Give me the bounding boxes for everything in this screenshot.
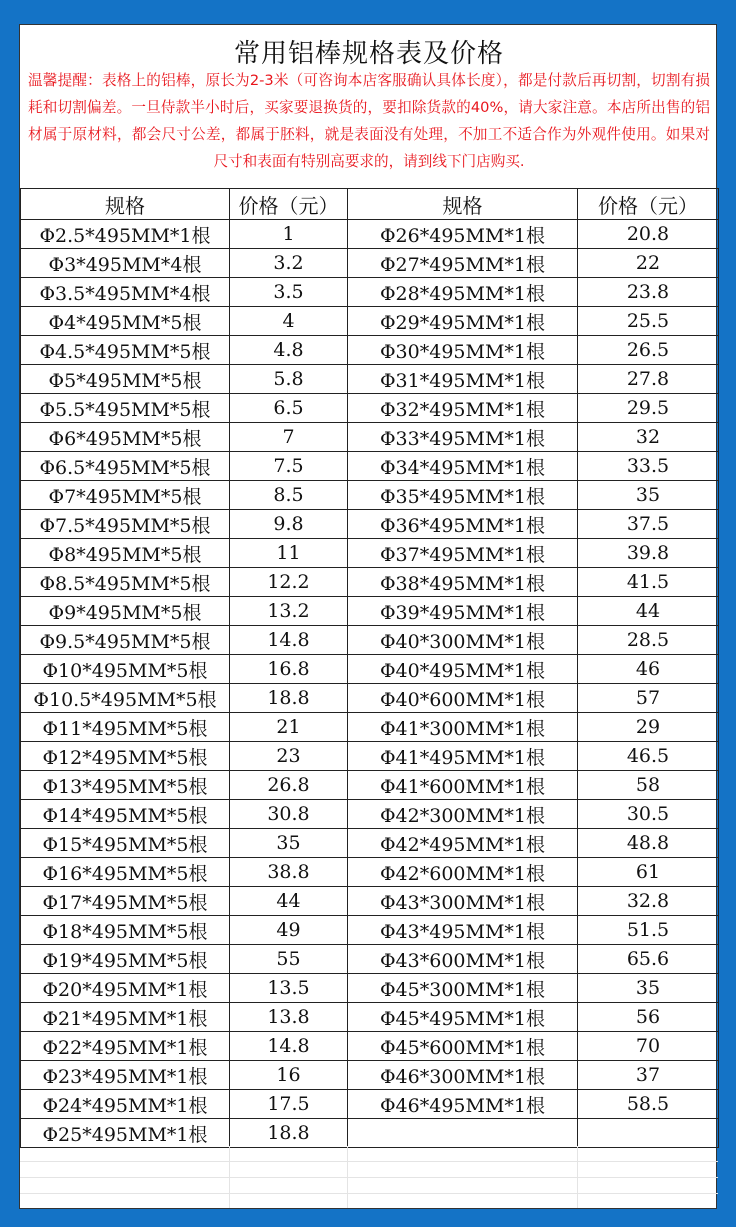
price-left-cell: 35 [230, 829, 348, 858]
table-row [21, 887, 719, 916]
price-right-cell: 25.5 [578, 307, 719, 336]
table-row [21, 1061, 719, 1090]
spec-right-cell: Φ45*495MM*1根 [348, 1003, 578, 1032]
price-right-cell: 27.8 [578, 365, 719, 394]
spec-left-cell: Φ10.5*495MM*5根 [21, 684, 230, 713]
page-title: 常用铝棒规格表及价格 [233, 39, 504, 69]
spec-left-cell: Φ7.5*495MM*5根 [21, 510, 230, 539]
price-left-cell: 17.5 [230, 1090, 348, 1119]
table-row [21, 1032, 719, 1061]
table-row [21, 220, 719, 249]
spec-right-cell: Φ41*600MM*1根 [348, 771, 578, 800]
price-sheet [19, 24, 717, 1209]
spec-left-cell: Φ2.5*495MM*1根 [21, 220, 230, 249]
spec-left-cell: Φ8.5*495MM*5根 [21, 568, 230, 597]
spec-left-cell: Φ11*495MM*5根 [21, 713, 230, 742]
spec-right-cell: Φ37*495MM*1根 [348, 539, 578, 568]
table-row [21, 1003, 719, 1032]
spec-left-cell: Φ20*495MM*1根 [21, 974, 230, 1003]
price-left-cell: 18.8 [230, 684, 348, 713]
table-row [21, 916, 719, 945]
table-row [21, 713, 719, 742]
table-row [21, 742, 719, 771]
table-row [21, 655, 719, 684]
price-left-cell: 14.8 [230, 626, 348, 655]
price-left-cell: 30.8 [230, 800, 348, 829]
header-spec-right: 规格 [348, 189, 578, 220]
table-row [21, 394, 719, 423]
spec-right-cell: Φ34*495MM*1根 [348, 452, 578, 481]
price-right-cell: 35 [578, 481, 719, 510]
price-right-cell: 58 [578, 771, 719, 800]
table-row [21, 684, 719, 713]
price-left-cell: 8.5 [230, 481, 348, 510]
spec-left-cell: Φ16*495MM*5根 [21, 858, 230, 887]
price-right-cell: 26.5 [578, 336, 719, 365]
spec-left-cell: Φ12*495MM*5根 [21, 742, 230, 771]
price-right-cell: 58.5 [578, 1090, 719, 1119]
table-row [21, 626, 719, 655]
price-left-cell: 16 [230, 1061, 348, 1090]
table-row [21, 1119, 719, 1148]
price-right-cell: 28.5 [578, 626, 719, 655]
spec-left-cell: Φ3.5*495MM*4根 [21, 278, 230, 307]
price-left-cell: 16.8 [230, 655, 348, 684]
price-right-cell: 41.5 [578, 568, 719, 597]
table-row [21, 539, 719, 568]
price-right-cell: 44 [578, 597, 719, 626]
price-left-cell: 11 [230, 539, 348, 568]
spec-right-cell: Φ40*300MM*1根 [348, 626, 578, 655]
table-row [21, 829, 719, 858]
table-row [21, 858, 719, 887]
price-right-cell: 56 [578, 1003, 719, 1032]
spec-left-cell: Φ5.5*495MM*5根 [21, 394, 230, 423]
spec-left-cell: Φ4.5*495MM*5根 [21, 336, 230, 365]
spec-left-cell: Φ14*495MM*5根 [21, 800, 230, 829]
table-row [21, 945, 719, 974]
price-left-cell: 49 [230, 916, 348, 945]
spec-right-cell: Φ45*300MM*1根 [348, 974, 578, 1003]
spec-right-cell: Φ41*300MM*1根 [348, 713, 578, 742]
spec-left-cell: Φ23*495MM*1根 [21, 1061, 230, 1090]
spec-left-cell: Φ7*495MM*5根 [21, 481, 230, 510]
price-right-cell: 39.8 [578, 539, 719, 568]
spec-right-cell: Φ43*300MM*1根 [348, 887, 578, 916]
spec-right-cell: Φ41*495MM*1根 [348, 742, 578, 771]
spec-right-cell: Φ46*300MM*1根 [348, 1061, 578, 1090]
spec-left-cell: Φ9.5*495MM*5根 [21, 626, 230, 655]
price-right-cell: 37 [578, 1061, 719, 1090]
price-right-cell: 46.5 [578, 742, 719, 771]
spec-left-cell: Φ21*495MM*1根 [21, 1003, 230, 1032]
price-right-cell: 30.5 [578, 800, 719, 829]
price-right-cell: 33.5 [578, 452, 719, 481]
price-left-cell: 13.2 [230, 597, 348, 626]
spec-left-cell: Φ3*495MM*4根 [21, 249, 230, 278]
spec-right-cell: Φ38*495MM*1根 [348, 568, 578, 597]
price-right-cell: 61 [578, 858, 719, 887]
spec-left-cell: Φ24*495MM*1根 [21, 1090, 230, 1119]
spec-right-cell: Φ33*495MM*1根 [348, 423, 578, 452]
price-left-cell: 13.8 [230, 1003, 348, 1032]
price-right-cell: 29 [578, 713, 719, 742]
price-right-cell: 70 [578, 1032, 719, 1061]
spec-right-cell: Φ42*300MM*1根 [348, 800, 578, 829]
spec-right-cell: Φ40*495MM*1根 [348, 655, 578, 684]
spec-right-cell: Φ39*495MM*1根 [348, 597, 578, 626]
price-right-cell: 29.5 [578, 394, 719, 423]
spec-right-cell: Φ43*600MM*1根 [348, 945, 578, 974]
spec-left-cell: Φ5*495MM*5根 [21, 365, 230, 394]
table-row [21, 1090, 719, 1119]
price-left-cell: 7.5 [230, 452, 348, 481]
spec-left-cell: Φ6*495MM*5根 [21, 423, 230, 452]
spec-left-cell: Φ15*495MM*5根 [21, 829, 230, 858]
spec-right-cell: Φ40*600MM*1根 [348, 684, 578, 713]
spec-right-cell [348, 1119, 578, 1148]
spec-left-cell: Φ4*495MM*5根 [21, 307, 230, 336]
price-right-cell: 51.5 [578, 916, 719, 945]
table-header-row [21, 189, 719, 220]
price-right-cell: 35 [578, 974, 719, 1003]
table-row [21, 423, 719, 452]
spec-left-cell: Φ13*495MM*5根 [21, 771, 230, 800]
price-left-cell: 4 [230, 307, 348, 336]
spec-right-cell: Φ30*495MM*1根 [348, 336, 578, 365]
spec-left-cell: Φ6.5*495MM*5根 [21, 452, 230, 481]
header-spec-left: 规格 [21, 189, 230, 220]
price-right-cell: 46 [578, 655, 719, 684]
price-right-cell: 37.5 [578, 510, 719, 539]
price-left-cell: 7 [230, 423, 348, 452]
price-left-cell: 18.8 [230, 1119, 348, 1148]
spec-left-cell: Φ19*495MM*5根 [21, 945, 230, 974]
spec-right-cell: Φ31*495MM*1根 [348, 365, 578, 394]
spec-right-cell: Φ43*495MM*1根 [348, 916, 578, 945]
spec-left-cell: Φ9*495MM*5根 [21, 597, 230, 626]
price-table [20, 188, 719, 1148]
price-left-cell: 5.8 [230, 365, 348, 394]
table-row [21, 510, 719, 539]
spec-right-cell: Φ36*495MM*1根 [348, 510, 578, 539]
table-row [21, 336, 719, 365]
spec-left-cell: Φ8*495MM*5根 [21, 539, 230, 568]
spec-right-cell: Φ42*495MM*1根 [348, 829, 578, 858]
price-right-cell: 57 [578, 684, 719, 713]
spec-right-cell: Φ35*495MM*1根 [348, 481, 578, 510]
empty-grid-area [20, 1146, 718, 1208]
price-right-cell: 48.8 [578, 829, 719, 858]
table-row [21, 307, 719, 336]
price-left-cell: 6.5 [230, 394, 348, 423]
table-row [21, 249, 719, 278]
price-left-cell: 3.5 [230, 278, 348, 307]
price-left-cell: 9.8 [230, 510, 348, 539]
price-right-cell: 22 [578, 249, 719, 278]
price-left-cell: 3.2 [230, 249, 348, 278]
spec-right-cell: Φ29*495MM*1根 [348, 307, 578, 336]
table-row [21, 278, 719, 307]
spec-left-cell: Φ25*495MM*1根 [21, 1119, 230, 1148]
price-left-cell: 26.8 [230, 771, 348, 800]
table-row [21, 800, 719, 829]
price-left-cell: 21 [230, 713, 348, 742]
price-right-cell: 32.8 [578, 887, 719, 916]
warm-reminder-notice: 温馨提醒：表格上的铝棒，原长为2-3米（可咨询本店客服确认具体长度），都是付款后再切割，切割有损耗和切割偏差。一旦侍款半小时后，买家要退换货的，要扣除货款的40%，请大家注意。本店所出售的铝材属于原材料，都会尺寸公差，都属于胚料，就是表面没有处理，不加工不适合作为外观件使用。如果对尺寸和表面有特别高要求的，请到线下门店购买. [28, 72, 710, 170]
spec-right-cell: Φ32*495MM*1根 [348, 394, 578, 423]
price-right-cell: 32 [578, 423, 719, 452]
price-left-cell: 1 [230, 220, 348, 249]
spec-left-cell: Φ22*495MM*1根 [21, 1032, 230, 1061]
table-row [21, 597, 719, 626]
price-left-cell: 14.8 [230, 1032, 348, 1061]
table-row [21, 771, 719, 800]
price-left-cell: 44 [230, 887, 348, 916]
table-row [21, 481, 719, 510]
price-left-cell: 23 [230, 742, 348, 771]
price-left-cell: 4.8 [230, 336, 348, 365]
price-left-cell: 12.2 [230, 568, 348, 597]
table-row [21, 568, 719, 597]
price-left-cell: 38.8 [230, 858, 348, 887]
price-left-cell: 13.5 [230, 974, 348, 1003]
spec-left-cell: Φ17*495MM*5根 [21, 887, 230, 916]
spec-right-cell: Φ27*495MM*1根 [348, 249, 578, 278]
spec-right-cell: Φ26*495MM*1根 [348, 220, 578, 249]
spec-left-cell: Φ10*495MM*5根 [21, 655, 230, 684]
spec-right-cell: Φ42*600MM*1根 [348, 858, 578, 887]
price-right-cell: 65.6 [578, 945, 719, 974]
spec-left-cell: Φ18*495MM*5根 [21, 916, 230, 945]
table-row [21, 974, 719, 1003]
table-row [21, 365, 719, 394]
price-right-cell: 23.8 [578, 278, 719, 307]
price-right-cell: 20.8 [578, 220, 719, 249]
spec-right-cell: Φ28*495MM*1根 [348, 278, 578, 307]
price-left-cell: 55 [230, 945, 348, 974]
header-price-left: 价格（元） [230, 189, 348, 220]
price-right-cell [578, 1119, 719, 1148]
spec-right-cell: Φ46*495MM*1根 [348, 1090, 578, 1119]
spec-right-cell: Φ45*600MM*1根 [348, 1032, 578, 1061]
header-price-right: 价格（元） [578, 189, 719, 220]
table-row [21, 452, 719, 481]
